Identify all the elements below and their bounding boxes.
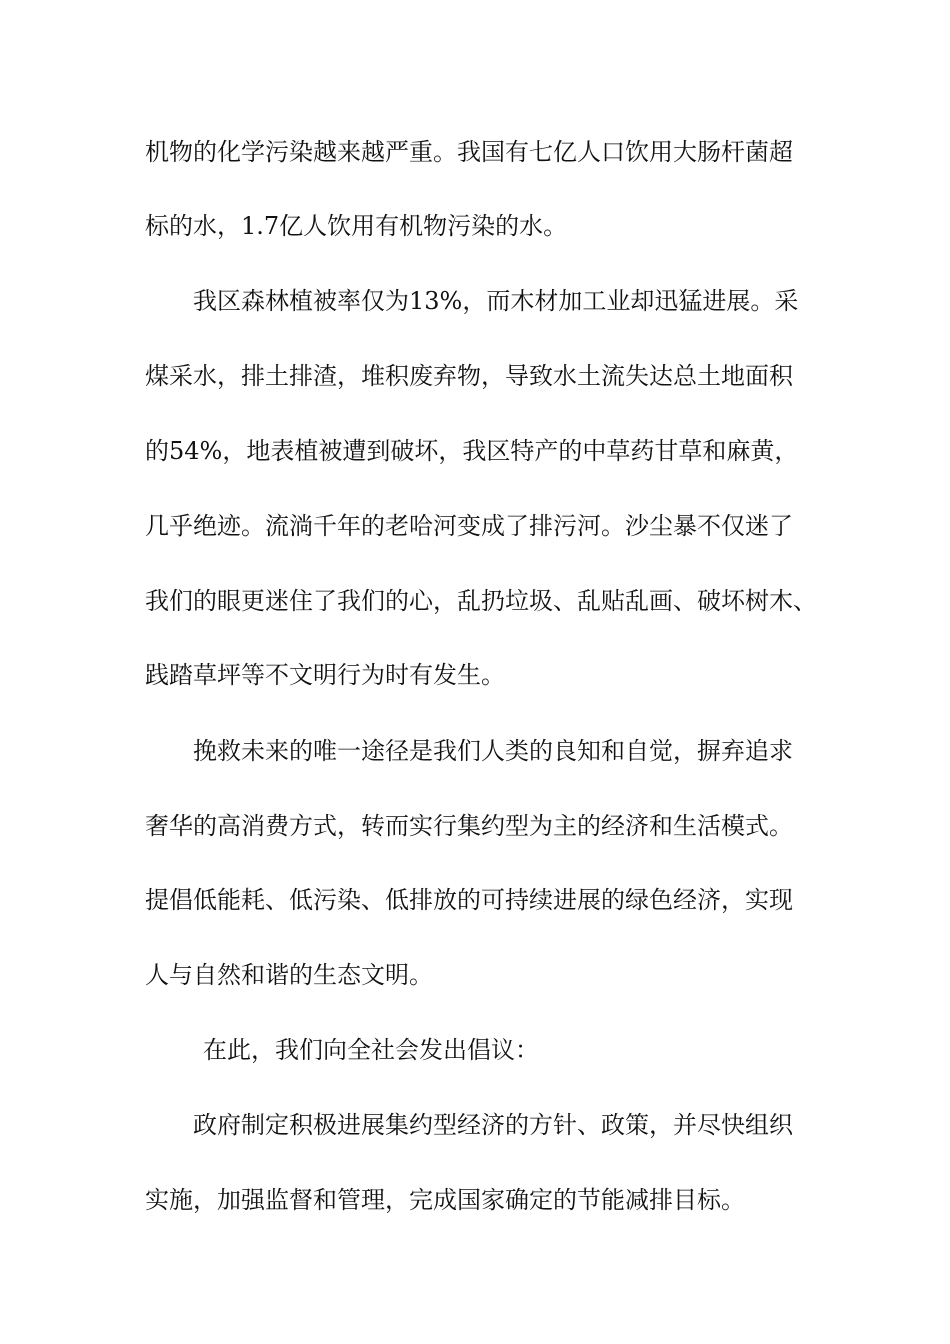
paragraph-first-line: 政府制定积极进展集约型经济的方针、政策，并尽快组织 [193, 1111, 793, 1139]
paragraph-first-line: 我区森林植被率仅为13%，而木材加工业却迅猛进展。采 [193, 287, 799, 315]
text-line: 我们的眼更迷住了我们的心，乱扔垃圾、乱贴乱画、破坏树木、 [145, 587, 817, 615]
text-line: 实施，加强监督和管理，完成国家确定的节能减排目标。 [145, 1186, 745, 1214]
text-line: 提倡低能耗、低污染、低排放的可持续进展的绿色经济，实现 [145, 886, 793, 914]
text-line: 的54%，地表植被遭到破坏，我区特产的中草药甘草和麻黄， [145, 437, 799, 465]
text-line: 机物的化学污染越来越严重。我国有七亿人口饮用大肠杆菌超 [145, 138, 793, 166]
text-line: 标的水，1.7亿人饮用有机物污染的水。 [145, 212, 568, 240]
paragraph-first-line: 挽救未来的唯一途径是我们人类的良知和自觉，摒弃追求 [193, 737, 793, 765]
paragraph-first-line: 在此，我们向全社会发出倡议： [203, 1036, 539, 1064]
text-line: 践踏草坪等不文明行为时有发生。 [145, 661, 505, 689]
text-line: 几乎绝迹。流淌千年的老哈河变成了排污河。沙尘暴不仅迷了 [145, 512, 793, 540]
text-line: 奢华的高消费方式，转而实行集约型为主的经济和生活模式。 [145, 812, 793, 840]
text-line: 煤采水，排土排渣，堆积废弃物，导致水土流失达总土地面积 [145, 362, 793, 390]
text-line: 人与自然和谐的生态文明。 [145, 961, 433, 989]
